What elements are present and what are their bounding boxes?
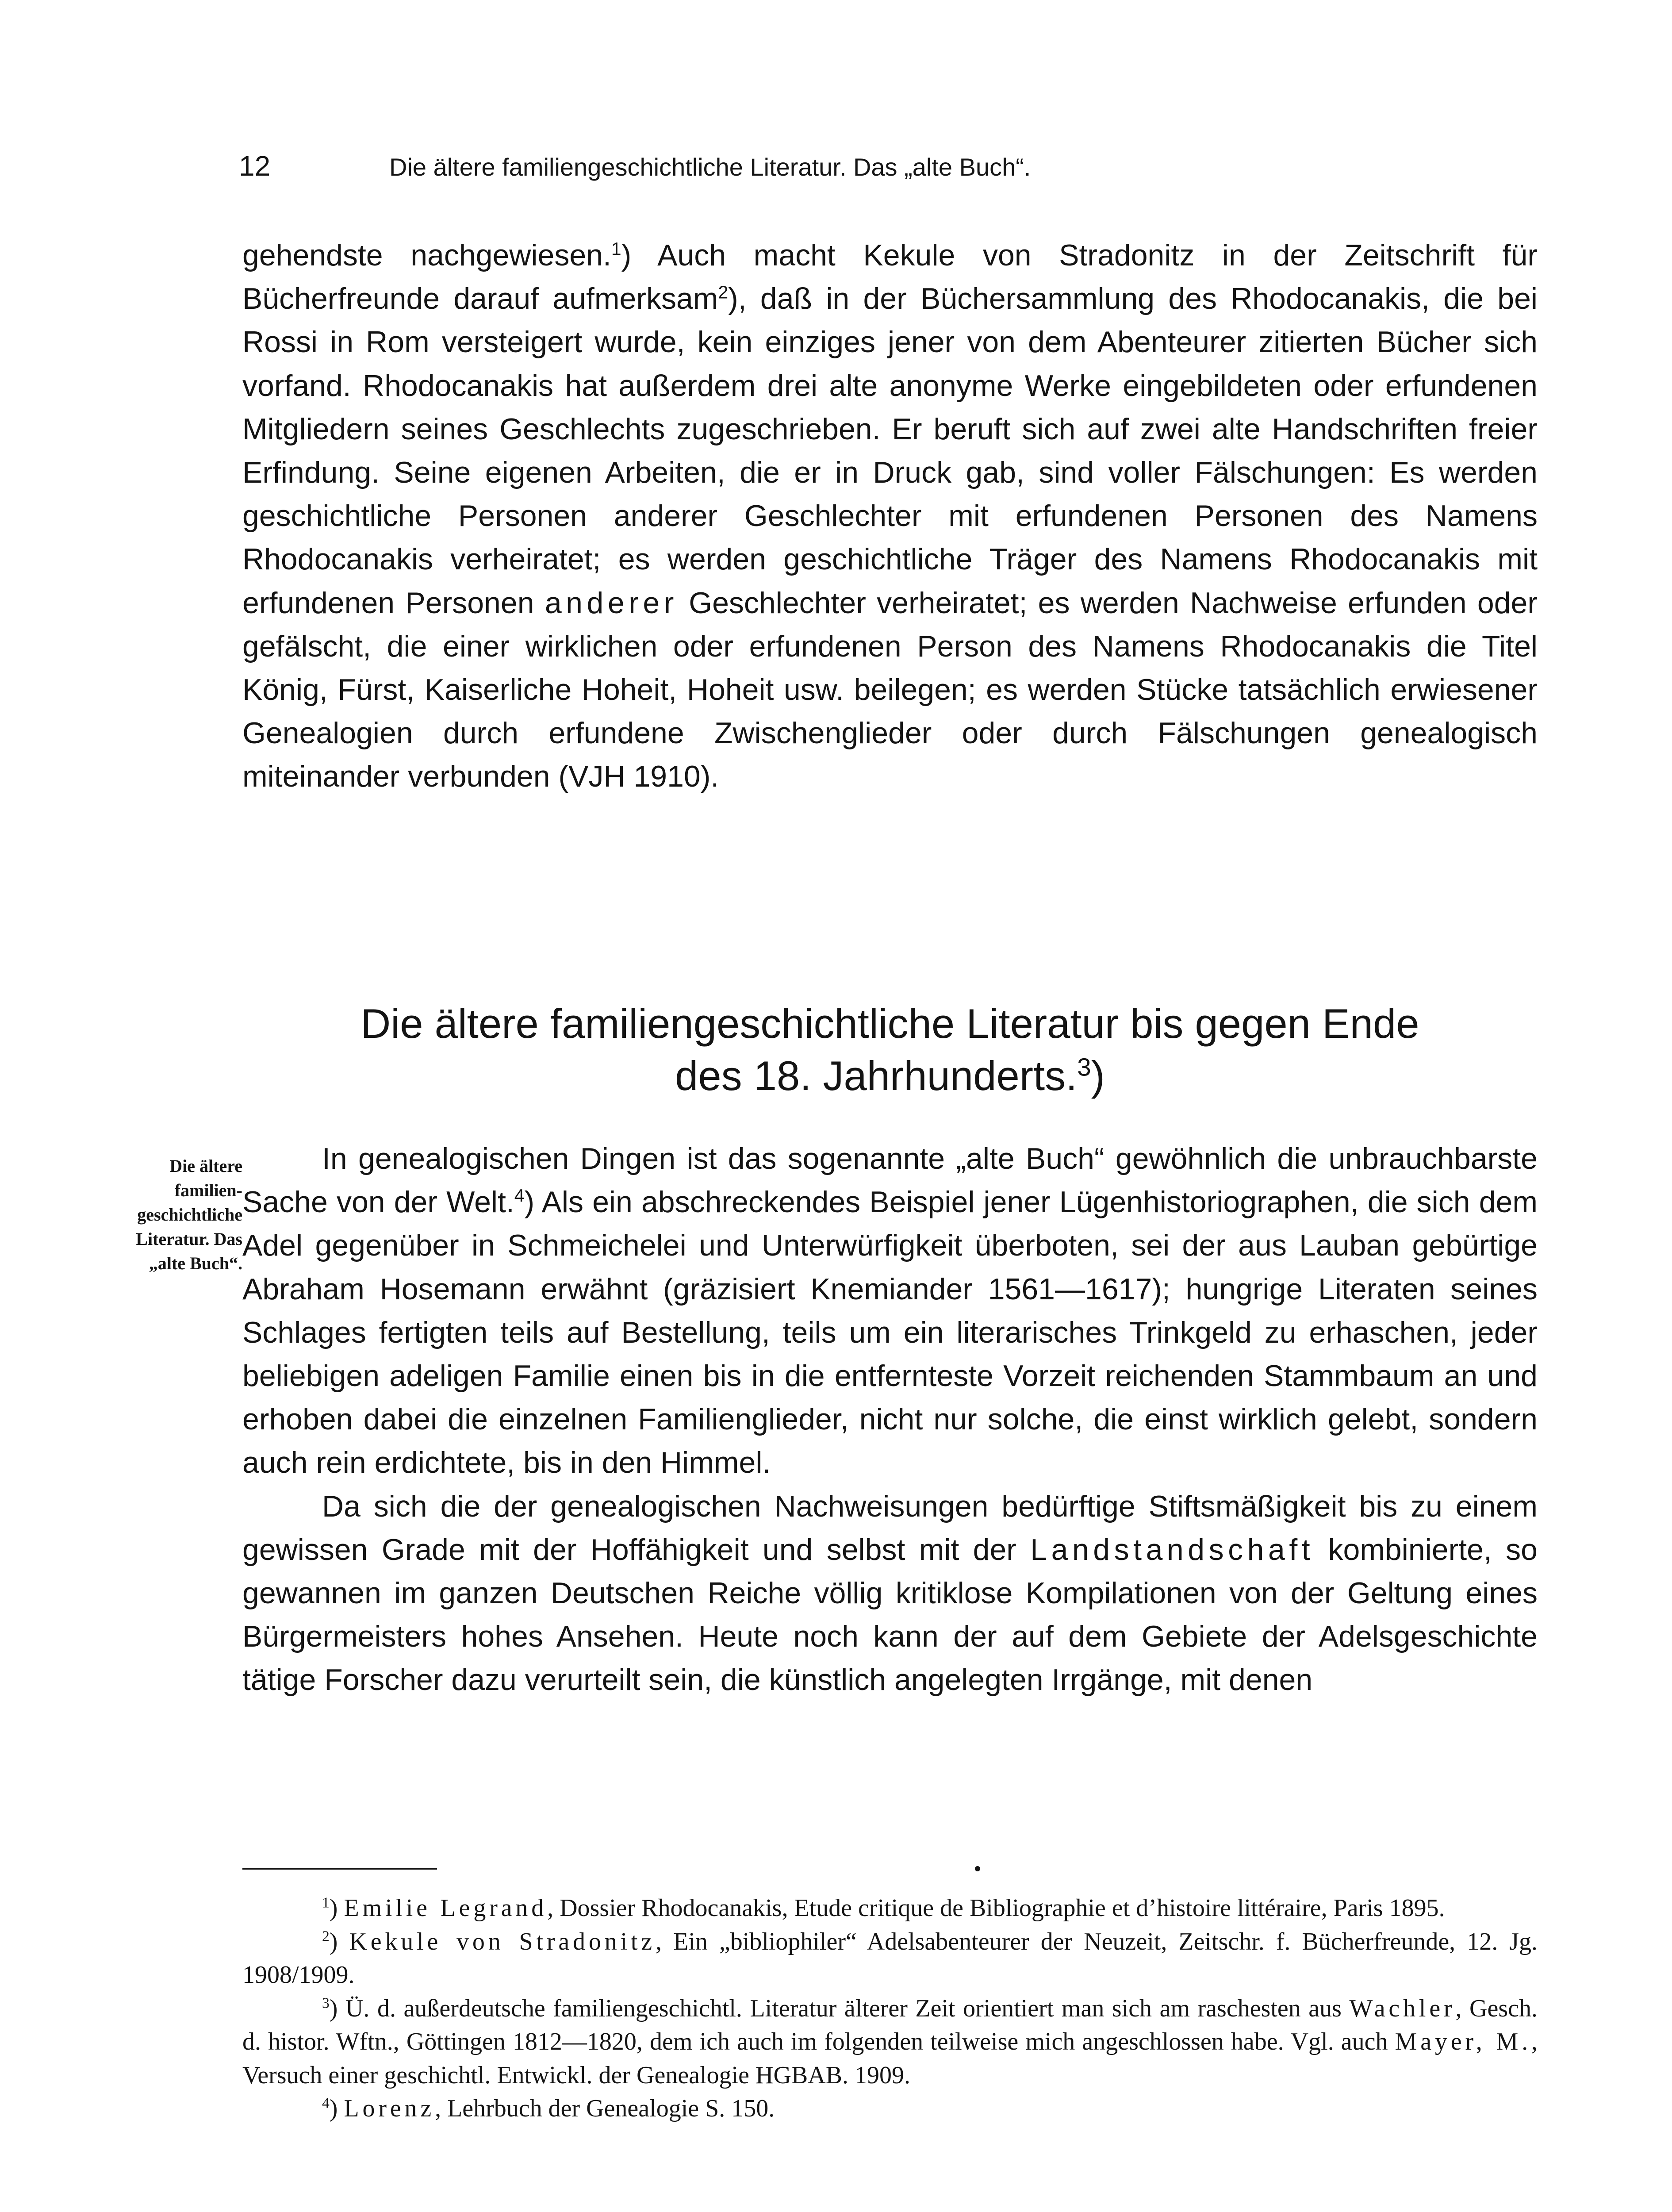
section-body	[242, 1137, 1538, 1702]
section-heading-line-1: Die ältere familiengeschichtliche Literatur bis gegen Ende	[360, 1000, 1419, 1047]
paragraph-text: gehendste nachgewiesen.$^1$) Auch macht Kekule von Stradonitz in der Zeitschrift für Bücherfreunde darauf aufmerksam$^2$), daß in der Büchersammlung des Rhodocanakis, die bei Rossi in Rom versteigert wurde, kein einziges jener von dem Abenteurer zitierten Bücher sich vorfand. Rhodocanakis hat außerdem drei alte anonyme Werke eingebildeten oder erfundenen Mitgliedern seines Geschlechts zugeschrieben. Er beruft sich auf zwei alte Handschriften freier Erfindung. Seine eigenen Arbeiten, die er in Druck gab, sind voller Fälschungen: Es werden geschichtliche Personen anderer Geschlechter mit erfundenen Personen des Namens Rhodocanakis verheiratet; es werden geschichtliche Träger des Namens Rhodocanakis mit erfundenen Personen anderer Geschlechter verheiratet; es werden Nachweise erfunden oder gefälscht, die einer wirklichen oder erfundenen Person des Namens Rhodocanakis die Titel König, Fürst, Kaiserliche Hoheit, Hoheit usw. beilegen; es werden Stücke tatsächlich erwiesener Genealogien durch erfundene Zwischenglieder oder durch Fälschungen genealogisch miteinander verbunden (VJH 1910).	[242, 238, 1538, 794]
footnote-separator	[242, 1868, 437, 1870]
section-heading	[242, 998, 1538, 1102]
running-title: Die ältere familiengeschichtliche Literatur. Das „alte Buch“.	[389, 153, 1031, 181]
page-number: 12	[239, 150, 271, 182]
footnote-2: $^2$) Kekule von Stradonitz, Ein „bibliophiler“ Adelsabenteurer der Neuzeit, Zeitschr. f. Bücherfreunde, 12. Jg. 1908/1909.	[242, 1928, 1538, 1989]
print-speck	[975, 1866, 980, 1871]
section-heading-line-2: des 18. Jahrhunderts.$^3$)	[675, 1052, 1105, 1099]
paragraph-text: In genealogischen Dingen ist das sogenannte „alte Buch“ gewöhnlich die unbrauchbarste Sache von der Welt.$^4$) Als ein abschreckendes Beispiel jener Lügenhistoriographen, die sich dem Adel gegenüber in Schmeichelei und Unterwürfigkeit überboten, sei der aus Lauban gebürtige Abraham Hosemann erwähnt (gräzisiert Knemiander 1561—1617); hungrige Literaten seines Schlages fertigten teils auf Bestellung, teils um ein literarisches Trinkgeld zu erhaschen, jeder beliebigen adeligen Familie einen bis in die entfernteste Vorzeit reichenden Stammbaum an und erhoben dabei die einzelnen Familienglieder, nicht nur solche, die einst wirklich gelebt, sondern auch rein erdichtete, bis in den Himmel.	[242, 1142, 1538, 1480]
footnote-3: $^3$) Ü. d. außerdeutsche familiengeschichtl. Literatur älterer Zeit orientiert man sich am raschesten aus Wachler, Gesch. d. histor. Wftn., Göttingen 1812—1820, dem ich auch im folgenden teilweise mich angeschlossen habe. Vgl. auch Mayer, M., Versuch einer geschichtl. Entwickl. der Genealogie HGBAB. 1909.	[242, 1994, 1538, 2089]
running-header	[239, 146, 1477, 186]
emphasis-spaced: Landstandschaft	[1030, 1532, 1315, 1567]
paragraph-continued	[242, 234, 1538, 799]
footnotes	[242, 1892, 1538, 2126]
paragraph-text: Da sich die der genealogischen Nachweisungen bedürftige Stiftsmäßigkeit bis zu einem gewissen Grade mit der Hoffähigkeit und selbst mit der Landstandschaft kombinierte, so gewannen im ganzen Deutschen Reiche völlig kritiklose Kompilationen von der Geltung eines Bürgermeisters hohes Ansehen. Heute noch kann der auf dem Gebiete der Adelsgeschichte tätige Forscher dazu verurteilt sein, die künstlich angelegten Irrgänge, mit denen	[242, 1489, 1538, 1697]
footnote-1: $^1$) Emilie Legrand, Dossier Rhodocanakis, Etude critique de Bibliographie et d’histoire littéraire, Paris 1895.	[322, 1894, 1445, 1922]
footnote-4: $^4$) Lorenz, Lehrbuch der Genealogie S. 150.	[322, 2095, 775, 2122]
footnote-ref: 4	[514, 1185, 525, 1206]
footnote-ref: 1	[611, 238, 621, 259]
footnote-ref: 3	[1077, 1053, 1091, 1081]
footnote-ref: 2	[718, 282, 729, 303]
marginal-note: Die ältere familien- geschichtliche Literatur. Das „alte Buch“.	[136, 1156, 242, 1273]
emphasis-spaced: anderer	[545, 586, 678, 620]
